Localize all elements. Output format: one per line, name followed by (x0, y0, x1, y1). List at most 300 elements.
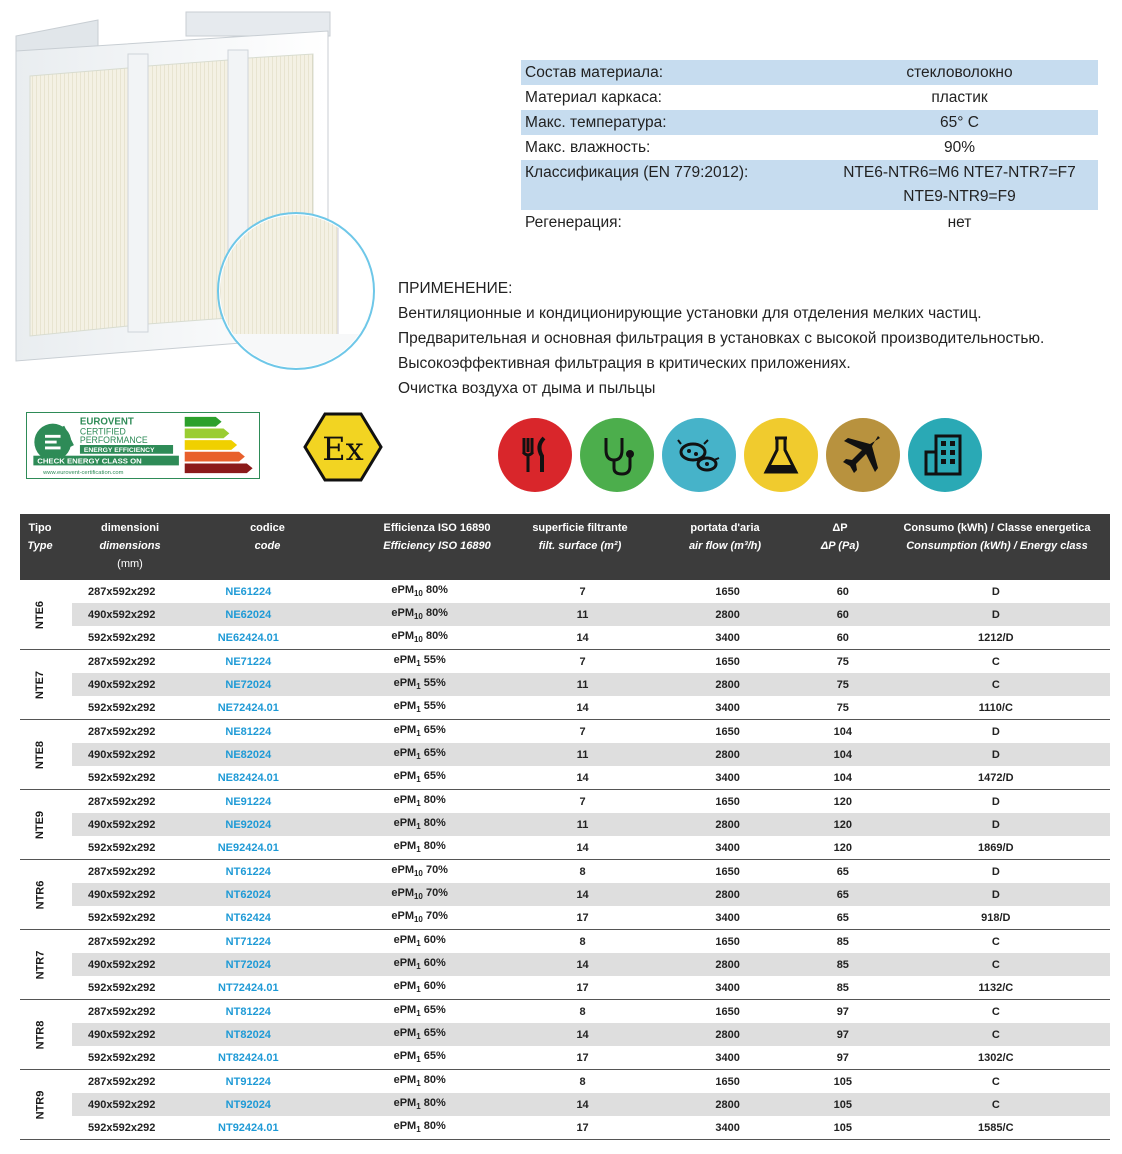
application-line: Предварительная и основная фильтрация в установках с высокой производительностью. (398, 330, 1045, 347)
table-row (72, 766, 1110, 789)
efficiency-value: 55% (420, 700, 446, 713)
efficiency-value: 80% (420, 1097, 446, 1110)
surface-cell: 14 (576, 1028, 589, 1041)
airflow-cell: 2800 (715, 748, 740, 761)
dimension-cell: 287x592x292 (88, 725, 156, 738)
code-cell: NE82424.01 (217, 771, 279, 784)
dimension-cell: 592x592x292 (88, 631, 156, 644)
dimension-cell: 490x592x292 (88, 888, 156, 901)
application-line: Очистка воздуха от дыма и пыльцы (398, 380, 656, 397)
spec-value-line: нет (947, 214, 972, 231)
code-cell: NT62024 (225, 888, 271, 901)
surface-cell: 14 (576, 631, 589, 644)
efficiency-value: 55% (420, 654, 446, 667)
code-cell: NT72424.01 (218, 981, 279, 994)
efficiency-base: ePM (393, 1097, 417, 1110)
surface-cell: 11 (576, 608, 589, 621)
efficiency-cell (325, 794, 514, 808)
header-dimensions: dimensioni dimensions (mm) (99, 522, 161, 570)
surface-cell: 17 (576, 981, 589, 994)
efficiency-value: 65% (420, 1004, 446, 1017)
surface-cell: 14 (576, 701, 589, 714)
consumption-cell: D (991, 865, 1000, 878)
efficiency-cell (325, 630, 514, 644)
table-row (72, 976, 1110, 999)
pressure-drop-cell: 85 (836, 981, 849, 994)
type-label-text: NTR6 (33, 880, 46, 909)
efficiency-value: 65% (420, 1027, 446, 1040)
efficiency-subscript: 1 (416, 799, 421, 809)
surface-cell: 14 (576, 888, 589, 901)
efficiency-subscript: 10 (413, 612, 423, 622)
efficiency-cell (325, 584, 514, 598)
efficiency-subscript: 10 (413, 869, 423, 879)
pressure-drop-cell: 120 (833, 795, 852, 808)
efficiency-cell (325, 1027, 514, 1041)
efficiency-cell (325, 654, 514, 668)
code-cell: NT71224 (225, 935, 271, 948)
dimension-cell: 490x592x292 (88, 748, 156, 761)
consumption-cell: D (991, 748, 1000, 761)
dimension-cell: 490x592x292 (88, 1028, 156, 1041)
dimension-cell: 592x592x292 (88, 771, 156, 784)
efficiency-value: 80% (422, 584, 448, 597)
type-group-nte8 (20, 720, 1110, 790)
type-label (20, 580, 60, 649)
type-label (20, 1070, 60, 1139)
code-cell: NE71224 (225, 655, 272, 668)
type-group-nte9 (20, 790, 1110, 860)
code-cell: NT61224 (225, 865, 271, 878)
spec-value (821, 60, 1098, 85)
spec-key: Регенерация: (525, 213, 622, 231)
efficiency-value: 65% (420, 1050, 446, 1063)
pressure-drop-cell: 97 (836, 1005, 849, 1018)
spec-value (821, 110, 1098, 135)
efficiency-value: 80% (422, 607, 448, 620)
consumption-cell: C (991, 1098, 1000, 1111)
consumption-cell: D (991, 888, 1000, 901)
efficiency-cell (325, 957, 514, 971)
table-row (72, 1000, 1110, 1023)
pressure-drop-cell: 75 (836, 678, 849, 691)
efficiency-base: ePM (393, 1120, 417, 1133)
code-cell: NE62424.01 (217, 631, 279, 644)
pressure-drop-cell: 105 (833, 1098, 852, 1111)
efficiency-cell (325, 747, 514, 761)
consumption-cell: 1212/D (978, 631, 1014, 644)
efficiency-subscript: 1 (416, 659, 421, 669)
airflow-cell: 1650 (715, 655, 740, 668)
efficiency-subscript: 10 (413, 589, 423, 599)
table-row (72, 626, 1110, 649)
consumption-cell: C (991, 935, 1000, 948)
type-label-text: NTE8 (34, 740, 46, 769)
code-cell: NE72424.01 (217, 701, 279, 714)
surface-cell: 8 (579, 1075, 586, 1088)
table-row (72, 860, 1110, 883)
pressure-drop-cell: 75 (836, 655, 849, 668)
eurovent-check: CHECK ENERGY CLASS ON (37, 456, 142, 466)
surface-cell: 11 (576, 748, 589, 761)
pressure-drop-cell: 120 (833, 818, 852, 831)
efficiency-base: ePM (391, 910, 414, 923)
efficiency-subscript: 1 (416, 962, 421, 972)
code-cell: NE72024 (225, 678, 272, 691)
consumption-cell: D (991, 818, 1000, 831)
airflow-cell: 3400 (715, 911, 740, 924)
code-cell: NE81224 (225, 725, 272, 738)
efficiency-cell (325, 770, 514, 784)
bacteria-icon (662, 418, 736, 492)
consumption-cell: 1472/D (978, 771, 1014, 784)
dimension-cell: 592x592x292 (88, 981, 156, 994)
dimension-cell: 287x592x292 (88, 1075, 156, 1088)
efficiency-value: 65% (420, 724, 446, 737)
efficiency-cell (325, 864, 514, 878)
application-title: ПРИМЕНЕНИЕ: (398, 280, 513, 297)
efficiency-base: ePM (391, 630, 414, 643)
type-group-ntr7 (20, 930, 1110, 1000)
eurovent-certified: CERTIFIED (79, 426, 126, 437)
spec-value-line: NTE9-NTR9=F9 (903, 188, 1016, 205)
dimension-cell: 592x592x292 (88, 1051, 156, 1064)
efficiency-subscript: 1 (416, 682, 421, 692)
efficiency-value: 80% (420, 840, 446, 853)
airflow-cell: 1650 (715, 1005, 740, 1018)
table-row (72, 743, 1110, 766)
eurovent-title: EUROVENT (79, 416, 134, 428)
table-header (20, 514, 1110, 580)
application-line: Вентиляционные и кондиционирующие установки для отделения мелких частиц. (398, 305, 982, 322)
code-cell: NE92424.01 (217, 841, 279, 854)
consumption-cell: 1869/D (978, 841, 1014, 854)
table-row (72, 603, 1110, 626)
efficiency-value: 80% (420, 817, 446, 830)
efficiency-base: ePM (391, 887, 414, 900)
consumption-cell: D (991, 585, 1000, 598)
type-group-ntr8 (20, 1000, 1110, 1070)
airflow-cell: 2800 (715, 888, 740, 901)
type-group-ntr6 (20, 860, 1110, 930)
efficiency-cell (325, 980, 514, 994)
efficiency-subscript: 1 (416, 1102, 421, 1112)
pressure-drop-cell: 60 (836, 631, 849, 644)
efficiency-base: ePM (393, 1027, 417, 1040)
spec-row (521, 160, 1098, 210)
header-consumption: Consumo (kWh) / Classe energetica Consumption (kWh) / Energy class (903, 522, 1091, 552)
table-row (72, 813, 1110, 836)
efficiency-cell (325, 1074, 514, 1088)
spec-row (521, 110, 1098, 135)
efficiency-base: ePM (393, 1074, 417, 1087)
type-label (20, 720, 60, 789)
efficiency-base: ePM (393, 1050, 417, 1063)
efficiency-value: 80% (420, 1074, 446, 1087)
table-row (72, 953, 1110, 976)
type-label (20, 650, 60, 719)
efficiency-subscript: 1 (416, 845, 421, 855)
spec-value (821, 85, 1098, 110)
eurovent-logo (26, 412, 260, 479)
code-cell: NT82024 (225, 1028, 271, 1041)
dimension-cell: 287x592x292 (88, 1005, 156, 1018)
efficiency-cell (325, 1050, 514, 1064)
dimension-cell: 287x592x292 (88, 795, 156, 808)
efficiency-base: ePM (393, 817, 417, 830)
consumption-cell: 1302/C (978, 1051, 1014, 1064)
efficiency-base: ePM (393, 677, 417, 690)
consumption-cell: C (991, 1028, 1000, 1041)
airflow-cell: 2800 (715, 1028, 740, 1041)
surface-cell: 14 (576, 958, 589, 971)
medical-icon (580, 418, 654, 492)
table-row (72, 650, 1110, 673)
efficiency-value: 60% (420, 957, 446, 970)
building-icon (908, 418, 982, 492)
pressure-drop-cell: 105 (833, 1121, 852, 1134)
efficiency-subscript: 1 (416, 1079, 421, 1089)
table-row (72, 1046, 1110, 1069)
airflow-cell: 1650 (715, 795, 740, 808)
food-icon (498, 418, 572, 492)
table-row (72, 1023, 1110, 1046)
airflow-cell: 1650 (715, 585, 740, 598)
surface-cell: 7 (579, 655, 586, 668)
surface-cell: 14 (576, 1098, 589, 1111)
pressure-drop-cell: 97 (836, 1028, 849, 1041)
airplane-icon (826, 418, 900, 492)
surface-cell: 17 (576, 1121, 589, 1134)
pressure-drop-cell: 85 (836, 935, 849, 948)
dimension-cell: 287x592x292 (88, 865, 156, 878)
code-cell: NT92424.01 (218, 1121, 279, 1134)
code-cell: NE82024 (225, 748, 272, 761)
application-section (398, 276, 1044, 401)
header-code: codice code (250, 522, 285, 552)
efficiency-base: ePM (393, 840, 417, 853)
code-cell: NT72024 (225, 958, 271, 971)
efficiency-base: ePM (393, 980, 417, 993)
consumption-cell: C (991, 1005, 1000, 1018)
efficiency-cell (325, 910, 514, 924)
efficiency-cell (325, 1004, 514, 1018)
dimension-cell: 287x592x292 (88, 935, 156, 948)
eurovent-performance: PERFORMANCE (79, 435, 148, 446)
table-row (72, 580, 1110, 603)
efficiency-base: ePM (393, 747, 417, 760)
efficiency-subscript: 1 (416, 752, 421, 762)
efficiency-base: ePM (393, 934, 417, 947)
consumption-cell: D (991, 795, 1000, 808)
table-row (72, 720, 1110, 743)
efficiency-base: ePM (393, 957, 417, 970)
header-pressure-drop: ΔP ΔP (Pa) (820, 522, 860, 552)
airflow-cell: 1650 (715, 865, 740, 878)
surface-cell: 7 (579, 725, 586, 738)
airflow-cell: 2800 (715, 608, 740, 621)
efficiency-value: 70% (422, 910, 448, 923)
type-label-text: NTE6 (34, 600, 46, 629)
pressure-drop-cell: 97 (836, 1051, 849, 1064)
efficiency-value: 80% (420, 1120, 446, 1133)
efficiency-subscript: 1 (416, 1009, 421, 1019)
type-group-nte6 (20, 580, 1110, 650)
surface-cell: 7 (579, 795, 586, 808)
dimension-cell: 592x592x292 (88, 701, 156, 714)
airflow-cell: 1650 (715, 1075, 740, 1088)
atex-ex-icon (303, 412, 383, 482)
efficiency-subscript: 10 (413, 892, 423, 902)
table-row (72, 836, 1110, 859)
spec-row (521, 210, 1098, 235)
pressure-drop-cell: 75 (836, 701, 849, 714)
efficiency-cell (325, 817, 514, 831)
efficiency-cell (325, 700, 514, 714)
airflow-cell: 2800 (715, 1098, 740, 1111)
type-label-text: NTR7 (33, 950, 46, 979)
spec-value (821, 210, 1098, 235)
table-row (72, 883, 1110, 906)
code-cell: NT82424.01 (218, 1051, 279, 1064)
efficiency-subscript: 1 (416, 705, 421, 715)
surface-cell: 8 (579, 1005, 586, 1018)
spec-value-line: пластик (931, 89, 988, 106)
surface-cell: 8 (579, 865, 586, 878)
dimension-cell: 592x592x292 (88, 1121, 156, 1134)
specs-table (521, 60, 1098, 235)
efficiency-subscript: 10 (413, 915, 423, 925)
efficiency-cell (325, 934, 514, 948)
spec-row (521, 60, 1098, 85)
table-row (72, 790, 1110, 813)
surface-cell: 7 (579, 585, 586, 598)
surface-cell: 14 (576, 841, 589, 854)
consumption-cell: C (991, 678, 1000, 691)
efficiency-subscript: 1 (416, 1032, 421, 1042)
spec-key: Макс. температура: (525, 113, 667, 131)
efficiency-subscript: 1 (416, 939, 421, 949)
airflow-cell: 3400 (715, 841, 740, 854)
efficiency-base: ePM (391, 607, 414, 620)
efficiency-value: 80% (422, 630, 448, 643)
consumption-cell: 1110/C (978, 701, 1013, 714)
efficiency-base: ePM (391, 584, 414, 597)
spec-key: Состав материала: (525, 63, 664, 81)
efficiency-cell (325, 607, 514, 621)
spec-value-line: 65° C (940, 114, 979, 131)
consumption-cell: D (991, 608, 1000, 621)
table-row (72, 696, 1110, 719)
consumption-cell: 1132/C (978, 981, 1014, 994)
surface-cell: 11 (576, 818, 589, 831)
eurovent-url: www.eurovent-certification.com (43, 470, 124, 477)
atex-label: Ex (322, 430, 364, 468)
code-cell: NE92024 (225, 818, 272, 831)
surface-cell: 17 (576, 1051, 589, 1064)
dimension-cell: 490x592x292 (88, 958, 156, 971)
pressure-drop-cell: 65 (836, 865, 849, 878)
table-row (72, 1093, 1110, 1116)
efficiency-value: 65% (420, 747, 446, 760)
code-cell: NT62424 (225, 911, 271, 924)
table-row (72, 906, 1110, 929)
spec-key: Материал каркаса: (525, 88, 662, 106)
surface-cell: 17 (576, 911, 589, 924)
surface-cell: 14 (576, 771, 589, 784)
dimension-cell: 592x592x292 (88, 911, 156, 924)
efficiency-base: ePM (393, 770, 417, 783)
type-label-text: NTR8 (33, 1020, 46, 1049)
pressure-drop-cell: 60 (836, 585, 849, 598)
efficiency-subscript: 1 (416, 1125, 421, 1135)
dimension-cell: 592x592x292 (88, 841, 156, 854)
dimension-cell: 490x592x292 (88, 1098, 156, 1111)
airflow-cell: 3400 (715, 631, 740, 644)
pressure-drop-cell: 105 (833, 1075, 852, 1088)
header-surface: superficie filtrante filt. surface (m²) (532, 522, 628, 552)
efficiency-value: 55% (420, 677, 446, 690)
efficiency-subscript: 1 (416, 729, 421, 739)
type-label (20, 930, 60, 999)
spec-value (821, 135, 1098, 160)
pressure-drop-cell: 104 (833, 748, 852, 761)
airflow-cell: 3400 (715, 701, 740, 714)
code-cell: NT81224 (225, 1005, 271, 1018)
airflow-cell: 3400 (715, 981, 740, 994)
pressure-drop-cell: 104 (833, 771, 852, 784)
type-label-text: NTE7 (34, 670, 46, 699)
dimension-cell: 490x592x292 (88, 608, 156, 621)
consumption-cell: 918/D (981, 911, 1011, 924)
product-image (8, 6, 378, 376)
efficiency-subscript: 1 (416, 775, 421, 785)
efficiency-cell (325, 1097, 514, 1111)
table-row (72, 673, 1110, 696)
efficiency-value: 60% (420, 934, 446, 947)
pressure-drop-cell: 65 (836, 911, 849, 924)
table-row (72, 930, 1110, 953)
efficiency-subscript: 10 (413, 635, 423, 645)
code-cell: NE91224 (225, 795, 272, 808)
consumption-cell: D (991, 725, 1000, 738)
code-cell: NE61224 (225, 585, 272, 598)
code-cell: NT91224 (225, 1075, 271, 1088)
efficiency-subscript: 1 (416, 822, 421, 832)
type-label-text: NTR9 (33, 1090, 46, 1119)
surface-cell: 11 (576, 678, 589, 691)
type-label (20, 860, 60, 929)
airflow-cell: 3400 (715, 1121, 740, 1134)
consumption-cell: C (991, 655, 1000, 668)
airflow-cell: 3400 (715, 771, 740, 784)
efficiency-cell (325, 840, 514, 854)
efficiency-value: 70% (422, 887, 448, 900)
consumption-cell: C (991, 958, 1000, 971)
dimension-cell: 287x592x292 (88, 655, 156, 668)
header-airflow: portata d'aria air flow (m³/h) (688, 522, 762, 552)
code-cell: NE62024 (225, 608, 272, 621)
efficiency-base: ePM (393, 724, 417, 737)
laboratory-icon (744, 418, 818, 492)
efficiency-cell (325, 1120, 514, 1134)
airflow-cell: 3400 (715, 1051, 740, 1064)
type-group-ntr9 (20, 1070, 1110, 1140)
spec-value-line: 90% (943, 139, 976, 156)
airflow-cell: 2800 (715, 958, 740, 971)
efficiency-subscript: 1 (416, 1055, 421, 1065)
consumption-cell: C (991, 1075, 1000, 1088)
